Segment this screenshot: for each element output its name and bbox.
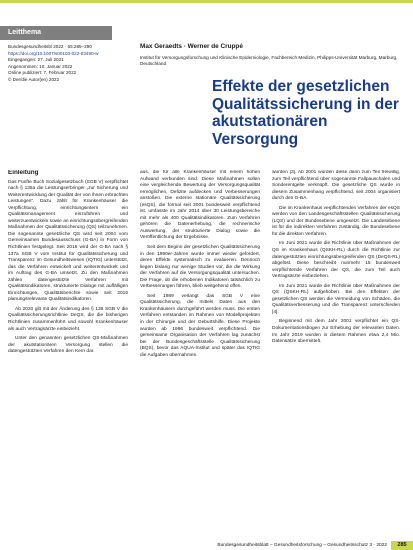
article-title: Effekte der gesetzlichen Qualitätssicherung in der akutstationären Versorgung <box>212 78 399 148</box>
paragraph: Unter den genannten gesetzlichen QS-Maßnahmen der akutstationären Versorgung stellen die datengestützten Verfahren den Kern dar. <box>8 336 128 355</box>
paragraph: Seit 1989 verlangt das SGB V eine Qualitätssicherung, die mittels Daten aus den Krankenhäusern durchgeführt werden muss. Die ersten Verfahren entstanden im Rahmen von Modellprojekten in der Chirurgie und der Geburtshilfe. Diese Projekte wurden ab 1996 bundesweit verpflichtend. Die gemeinsame Organisation der Verfahren lag zunächst bei der Bundesgeschäftsstelle Qualitätssicherung (BQS), bevor das AQUA-Institut und später das IQTIG die Aufgaben übernahmen. <box>140 293 260 358</box>
journal-top-bar <box>0 0 413 3</box>
citation-line: Bundesgesundheitsbl 2022 · 65:285–290 <box>8 44 92 49</box>
authors: Max Geraedts · Werner de Cruppé <box>140 43 243 50</box>
published-date: Online publiziert: 7. Februar 2022 <box>8 70 77 76</box>
paragraph: Ab 2020 gilt mit der Änderung des § 136 SGB V die Qualitätssicherungsrichtlinie DeQS, die die bisherigen Richtlinien zusammenführt und sowohl Krankenhäuser als auch Vertragsärzte einbezieht. <box>8 306 128 332</box>
paragraph: aus, die für alle Krankenhäuser mit einem hohen Aufwand verbunden sind. Diese Maßnahmen sollen eine vergleichende Bewertung der Versorgungsqualität ermöglichen, Defizite aufdecken und Verbesserungen anstoßen. Die externe stationäre Qualitätssicherung (esQS), die formal seit 2001 bundesweit verpflichtend ist, umfasste im Jahr 2014 über 30 Leistungsbereiche mit mehr als 400 Qualitätsindikatoren. Zum Verfahren gehören die Datenerhebung, die rechnerische Auswertung, der strukturierte Dialog sowie die Veröffentlichung der Ergebnisse. <box>140 170 260 241</box>
section-heading: Einleitung <box>8 170 39 176</box>
received-date: Eingegangen: 27. Juli 2021 <box>8 57 64 63</box>
paragraph: wurden [3]. Ab 2001 wurden diese dann zum Teil freiwillig, zum Teil verpflichtend über sogenannte Fallpauschalen und Sonderentgelte verknüpft. Die gesetzliche QS wurde in diesem Zusammenhang verpflichtend, seit 2004 organisiert durch den G-BA. <box>272 170 400 202</box>
page-number: 285 <box>391 541 413 550</box>
column-middle <box>140 170 260 538</box>
paragraph: Im Juni 2021 wurde die Richtlinie über Maßnahmen der QS im Krankenhaus (QSKH-RL) durch die Richtlinie zur datengestützten einrichtungsübergreifenden QS (DeQS-RL) abgelöst. Diese beschreibt nunmehr 15 bundesweit verpflichtende Verfahren der QS, die zum Teil auch Vertragsärzte einbeziehen. <box>272 241 400 280</box>
doi-link[interactable]: https://doi.org/10.1007/s00103-022-03490-w <box>8 50 99 56</box>
paragraph: Das Fünfte Buch Sozialgesetzbuch (SGB V) verpflichtet nach § 135a die Leistungserbringer „zur Sicherung und Weiterentwicklung der Qualität der von ihnen erbrachten Leistungen“. Dazu zählt für Krankenhäuser die Verpflichtung, einrichtungsintern ein Qualitätsmanagement einzuführen und weiterzuentwickeln sowie an einrichtungsübergreifenden Maßnahmen der Qualitätssicherung (QS) teilzunehmen. Die sogenannte gesetzliche QS wird seit 2004 vom Gemeinsamen Bundesausschuss (G-BA) in Form von Richtlinien festgelegt. Seit 2016 wird der G-BA nach § 137a SGB V vom Institut für Qualitätssicherung und Transparenz im Gesundheitswesen (IQTIG) unterstützt, das die Verfahren entwickelt und weiterentwickelt und im Auftrag des G-BA umsetzt. Zu den Maßnahmen zählen datengestützte Verfahren mit Qualitätsindikatoren, strukturierte Dialoge mit auffälligen Einrichtungen, Qualitätsberichte sowie seit 2016 planungsrelevante Qualitätsindikatoren. <box>8 179 128 303</box>
paragraph: Beginnend mit dem Jahr 2001 verpflichtet ein QS-Dokumentationsbogen zur Erhebung der relevanten Daten. Im Jahr 2019 wurden in diesem Rahmen etwa 2,4 Mio. Datensätze übermittelt. <box>272 319 400 345</box>
journal-footer-text: Bundesgesundheitsblatt – Gesundheitsforschung – Gesundheitsschutz 3 · 2022 <box>217 543 387 548</box>
page-footer <box>0 541 413 550</box>
paragraph: Seit dem Beginn der gesetzlichen Qualitätssicherung in den 1990er-Jahren wurde immer wieder gefordert, deren Effekte systematisch zu evaluieren. Dennoch liegen bislang nur wenige Studien vor, die die Wirkung der Verfahren auf die Versorgungsqualität untersuchen. Die Frage, ob die erhobenen Indikatoren tatsächlich zu Verbesserungen führen, blieb weitgehend offen. <box>140 245 260 290</box>
copyright-line: © Der/die Autor(en) 2022 <box>8 76 60 82</box>
article-metadata <box>8 44 128 84</box>
affiliation: Institut für Versorgungsforschung und Klinische Epidemiologie, Fachbereich Medizin, Philipps-Universität Marburg, Marburg, Deutschland <box>140 55 398 67</box>
section-tag: Leitthema <box>0 26 112 40</box>
paragraph: Die im Krankenhaus verpflichtenden Verfahren der esQS werden von den Landesgeschäftsstellen Qualitätssicherung (LQS) und der Bundesebene umgesetzt. Die Landesebene ist für die indirekten Verfahren zuständig, die Bundesebene für die direkten Verfahren. <box>272 205 400 237</box>
paragraph: Im Juni 2021 wurde die Richtlinie über Maßnahmen der QS (QSKH-RL) aufgehoben. Bei den Effekten der gesetzlichen QS werden die Vermeidung von Schäden, die Qualitätsverbesserung und die Transparenz unterschieden [4]. <box>272 283 400 315</box>
column-right <box>272 170 400 538</box>
accepted-date: Angenommen: 10. Januar 2022 <box>8 63 73 69</box>
column-left <box>8 170 128 538</box>
